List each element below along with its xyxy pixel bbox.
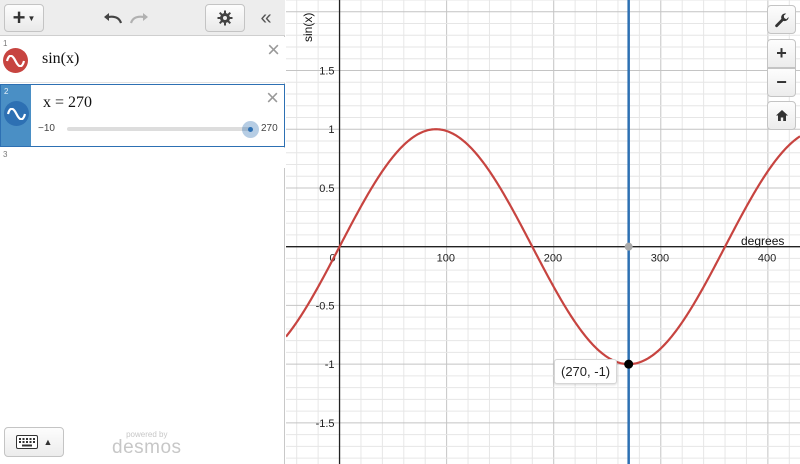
keyboard-toggle-button[interactable] — [4, 427, 64, 457]
undo-button[interactable] — [100, 4, 126, 32]
delete-expression-icon[interactable]: × — [267, 37, 280, 62]
graph-paper[interactable] — [286, 0, 800, 464]
slider-min-label[interactable]: −10 — [38, 123, 55, 134]
expression-row-1[interactable] — [0, 37, 285, 83]
y-tick-label: -0.5 — [315, 300, 335, 313]
x-tick-label: 200 — [543, 252, 563, 265]
undo-icon — [103, 11, 123, 25]
caret-up-icon: ▲ — [43, 437, 53, 447]
expression-gutter — [1, 85, 31, 146]
default-viewport-button[interactable] — [767, 101, 796, 130]
double-chevron-left-icon: « — [260, 6, 272, 29]
x-tick-label: 400 — [757, 252, 777, 265]
curve-color-toggle[interactable] — [4, 101, 29, 126]
keyboard-icon — [16, 435, 38, 449]
slider-track[interactable] — [67, 127, 251, 131]
x-tick-label: 300 — [650, 252, 670, 265]
zoom-out-button[interactable] — [767, 68, 796, 97]
powered-by-label: powered by — [126, 430, 168, 439]
minus-icon: − — [776, 72, 787, 92]
redo-icon — [129, 11, 149, 25]
graph-settings-button[interactable] — [767, 5, 796, 34]
caret-down-icon: ▼ — [27, 13, 36, 23]
expression-row-3-empty[interactable] — [0, 148, 285, 168]
plus-icon: + — [12, 5, 26, 30]
y-tick-label: 0.5 — [319, 182, 335, 195]
graph-canvas[interactable] — [286, 0, 800, 464]
minimum-point — [624, 360, 633, 369]
home-icon — [775, 109, 789, 122]
y-tick-label: 1.5 — [319, 65, 335, 78]
expression-row-2[interactable] — [0, 84, 285, 147]
curve-color-toggle[interactable] — [3, 48, 28, 73]
expression-gutter — [0, 148, 30, 168]
powered-by-desmos — [112, 430, 182, 457]
expression-toolbar — [0, 0, 285, 36]
expression-input[interactable]: x = 270 — [43, 94, 93, 111]
expression-input[interactable]: sin(x) — [42, 50, 80, 67]
y-tick-label: 1 — [328, 124, 335, 137]
x-tick-label: 100 — [436, 252, 455, 265]
plus-icon: + — [776, 43, 787, 63]
sine-wave-icon — [6, 55, 25, 67]
x-intercept-point — [625, 243, 633, 251]
y-tick-label: -1.5 — [315, 417, 335, 430]
slider-max-label[interactable]: 270 — [261, 123, 278, 134]
sine-wave-icon — [7, 108, 26, 120]
expression-panel — [0, 0, 285, 464]
y-tick-label: -1 — [324, 359, 335, 372]
desmos-logo: desmos — [112, 437, 182, 458]
wrench-icon — [774, 12, 790, 28]
settings-button[interactable] — [205, 4, 245, 32]
redo-button[interactable] — [126, 4, 152, 32]
zoom-in-button[interactable] — [767, 39, 796, 68]
expression-index: 1 — [3, 39, 8, 48]
expression-index: 2 — [4, 87, 9, 96]
slider-handle[interactable] — [242, 121, 259, 138]
x-tick-label: 0 — [329, 252, 336, 265]
delete-expression-icon[interactable]: × — [266, 85, 279, 110]
collapse-panel-button[interactable] — [252, 4, 280, 32]
gear-icon — [217, 10, 233, 26]
x-axis-title: degrees — [741, 234, 785, 248]
expression-index: 3 — [3, 150, 8, 159]
point-label[interactable]: (270, -1) — [554, 359, 617, 384]
y-axis-title: sin(x) — [301, 12, 315, 42]
add-item-button[interactable] — [4, 4, 44, 32]
expression-gutter — [0, 37, 30, 82]
